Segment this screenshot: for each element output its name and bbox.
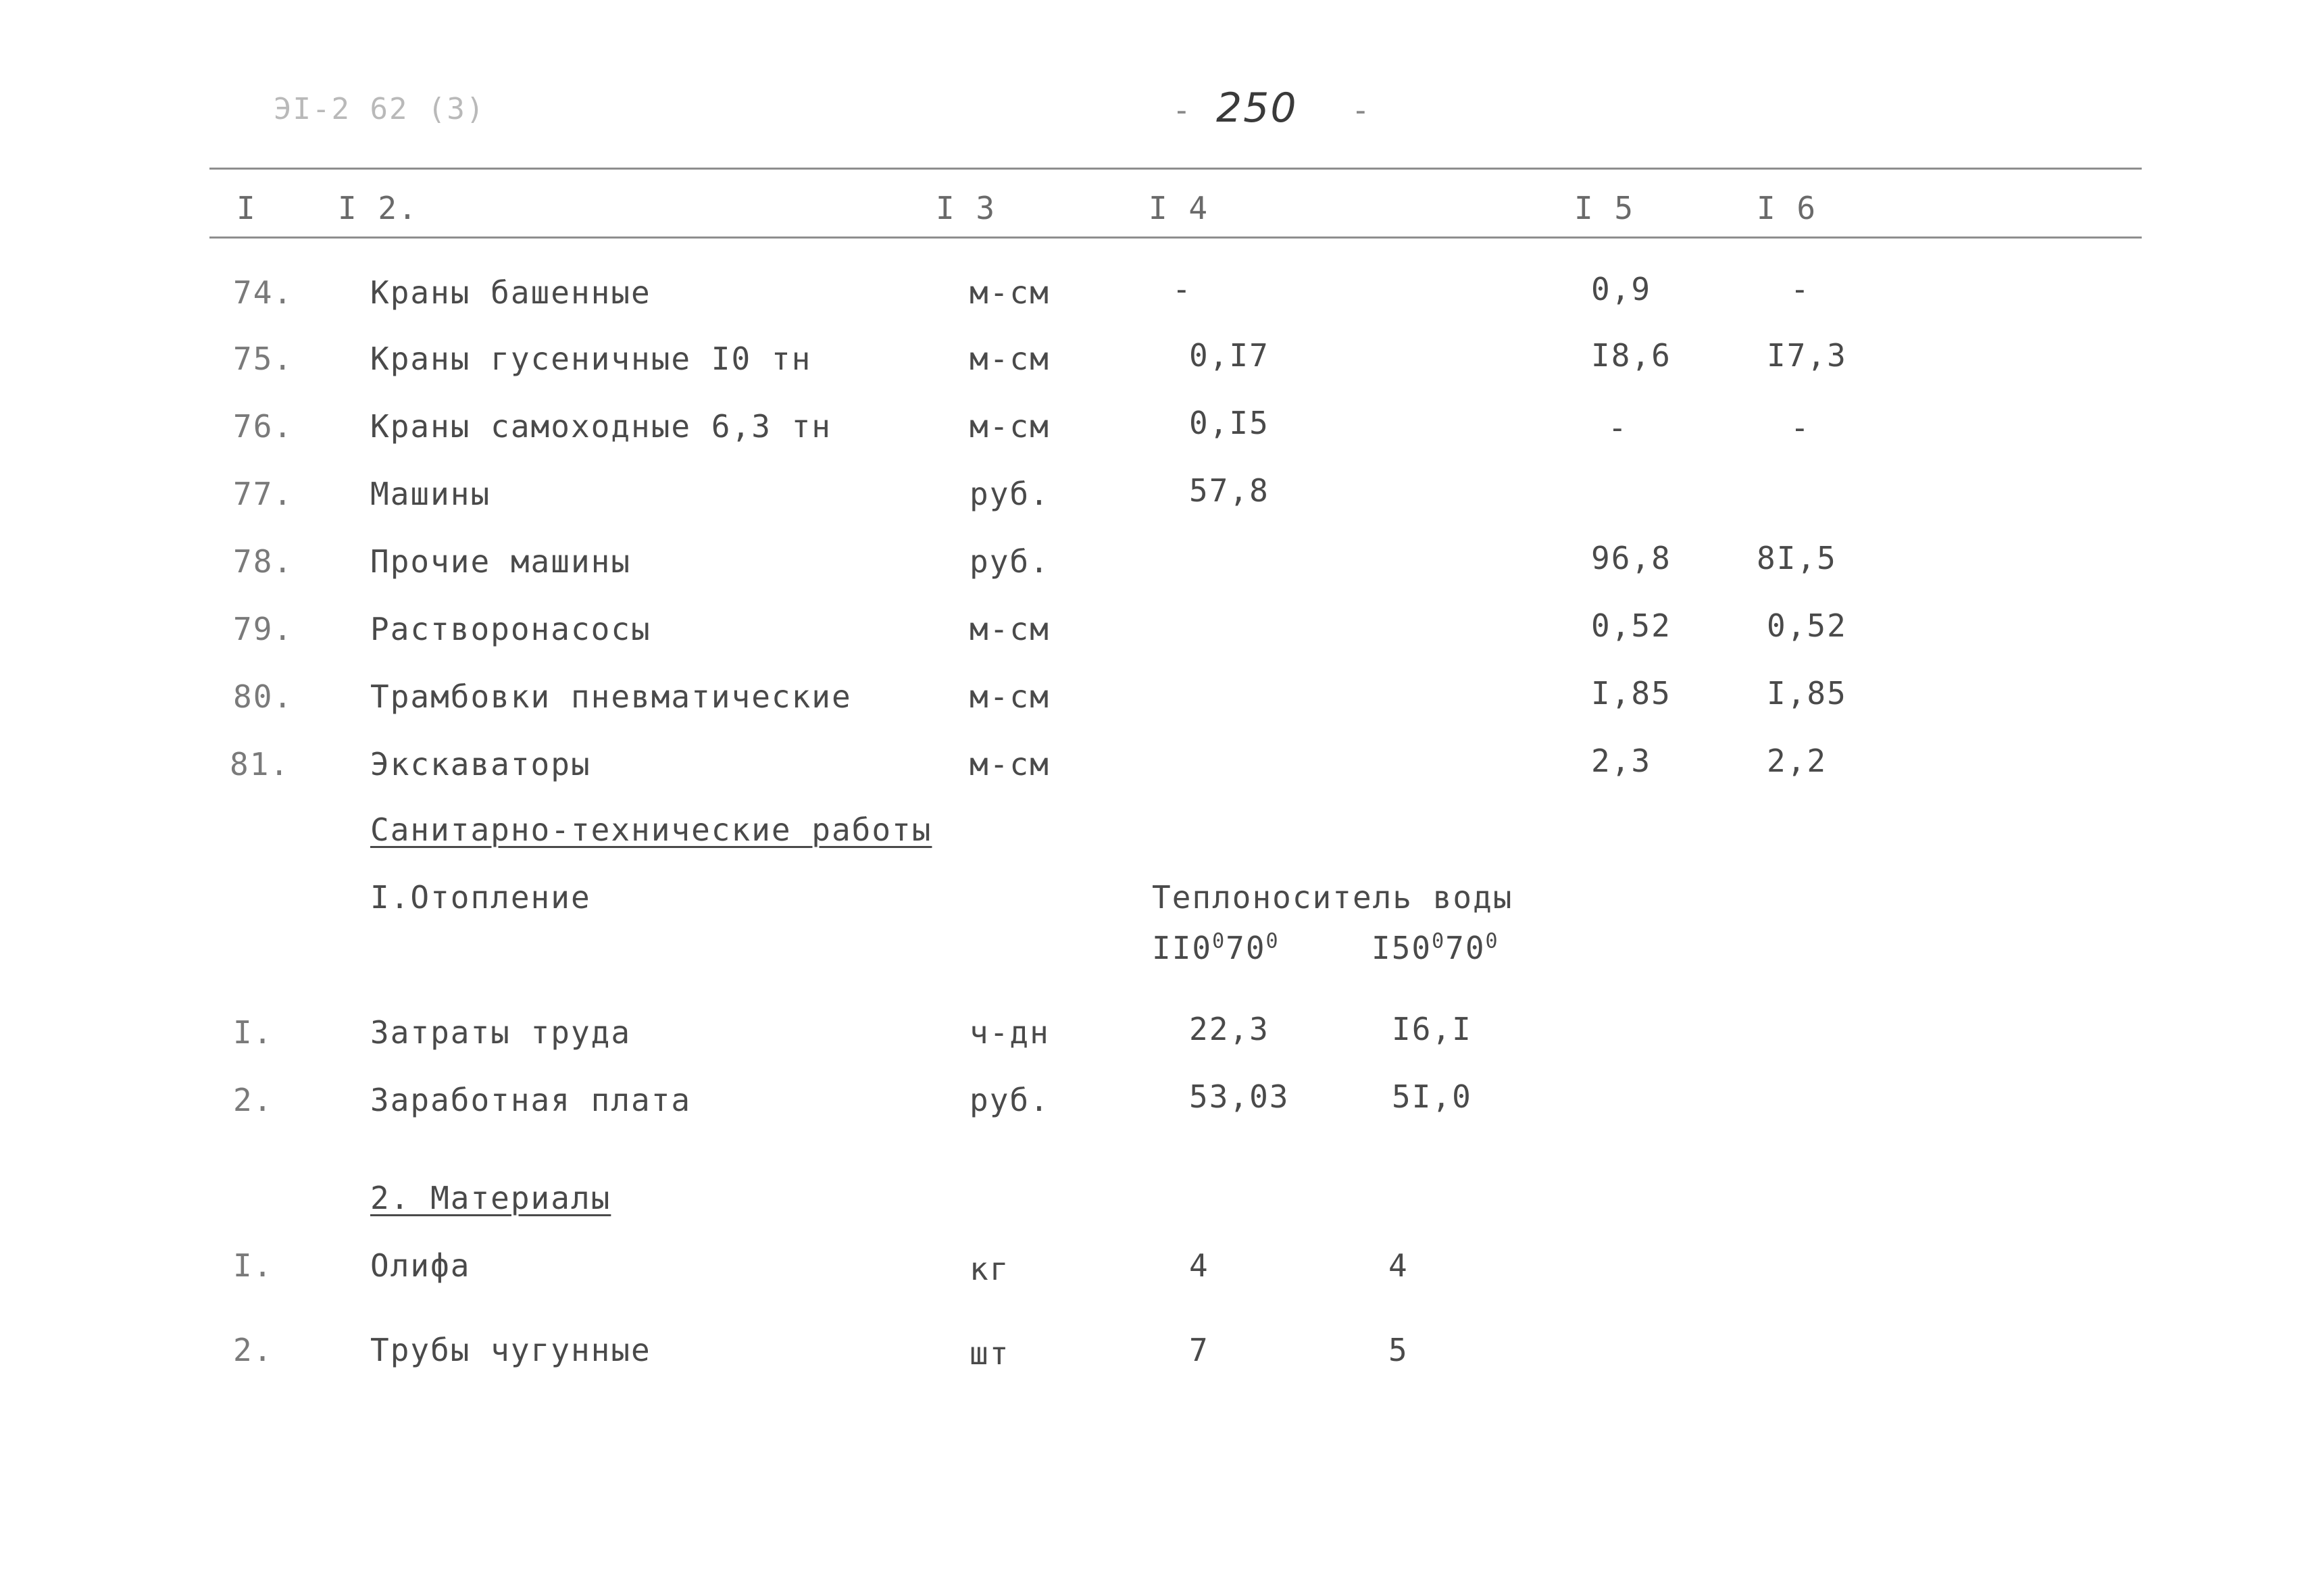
column-header-2: I 2. (338, 190, 418, 226)
row-name: Прочие машины (370, 543, 632, 580)
row-col4: 0,I7 (1189, 337, 1269, 374)
row-col-b: 5I,0 (1392, 1078, 1472, 1115)
column-header-6: I 6 (1757, 190, 1817, 226)
row-name: Затраты труда (370, 1014, 632, 1051)
row-col6: I,85 (1767, 675, 1847, 712)
row-name: Трамбовки пневматические (370, 678, 852, 715)
row-col6: - (1790, 271, 1811, 307)
document-code: ЭI-2 62 (3) (274, 92, 486, 126)
row-unit: руб. (970, 1082, 1050, 1118)
row-number: 76. (233, 408, 294, 445)
column-header-1: I (236, 190, 257, 226)
row-col-a: 22,3 (1189, 1011, 1269, 1047)
row-unit: м-см (970, 611, 1050, 647)
row-number: 74. (233, 274, 294, 311)
row-number: 78. (233, 543, 294, 580)
page-number-dash-left: - (1172, 92, 1192, 128)
row-col5: 2,3 (1591, 743, 1652, 779)
row-unit: руб. (970, 543, 1050, 580)
row-unit: м-см (970, 408, 1050, 445)
column-header-4: I 4 (1149, 190, 1209, 226)
row-col6: 2,2 (1767, 743, 1828, 779)
row-unit: м-см (970, 678, 1050, 715)
column-header-3: I 3 (936, 190, 997, 226)
row-unit: ч-дн (970, 1014, 1050, 1051)
column-header-5: I 5 (1574, 190, 1635, 226)
row-col-a: 53,03 (1189, 1078, 1290, 1115)
row-unit: кг (970, 1251, 1010, 1287)
row-name: Экскаваторы (370, 746, 591, 782)
row-col6: 8I,5 (1757, 540, 1837, 576)
table-rule-bottom (209, 236, 2142, 239)
row-unit: м-см (970, 746, 1050, 782)
page-number-dash-right: - (1351, 92, 1372, 128)
row-col5: 0,9 (1591, 271, 1652, 307)
coolant-label: Теплоноситель воды (1152, 879, 1513, 916)
coolant-temperature-b: $I50^070^0$ (1372, 929, 1499, 966)
row-col5: - (1608, 409, 1628, 446)
row-number: 81. (230, 746, 291, 782)
row-col-b: 4 (1388, 1247, 1409, 1284)
row-col5: 0,52 (1591, 607, 1671, 644)
row-col5: I8,6 (1591, 337, 1671, 374)
row-number: 77. (233, 476, 294, 512)
row-col6: 0,52 (1767, 607, 1847, 644)
row-number: 80. (233, 678, 294, 715)
row-number: 79. (233, 611, 294, 647)
row-number: 2. (233, 1082, 274, 1118)
row-col5: 96,8 (1591, 540, 1671, 576)
page-number: 250 (1216, 84, 1298, 132)
row-col6: - (1790, 409, 1811, 446)
row-col4: - (1172, 271, 1192, 307)
row-number: I. (233, 1014, 274, 1051)
row-name: Краны гусеничные I0 тн (370, 341, 812, 377)
subsection-heating: I.Отопление (370, 879, 591, 916)
row-unit: шт (970, 1335, 1010, 1372)
row-unit: руб. (970, 476, 1050, 512)
row-unit: м-см (970, 274, 1050, 311)
row-col-b: I6,I (1392, 1011, 1472, 1047)
row-col-a: 4 (1189, 1247, 1209, 1284)
row-name: Олифа (370, 1247, 471, 1284)
row-name: Растворонасосы (370, 611, 651, 647)
row-name: Краны башенные (370, 274, 651, 311)
row-name: Трубы чугунные (370, 1332, 651, 1368)
row-number: 75. (233, 341, 294, 377)
row-col4: 0,I5 (1189, 405, 1269, 441)
coolant-temperature-a: $II0^070^0$ (1152, 929, 1280, 966)
row-name: Краны самоходные 6,3 тн (370, 408, 832, 445)
row-col6: I7,3 (1767, 337, 1847, 374)
row-number: I. (233, 1247, 274, 1284)
row-name: Заработная плата (370, 1082, 692, 1118)
row-col-b: 5 (1388, 1332, 1409, 1368)
row-col5: I,85 (1591, 675, 1671, 712)
subsection-materials: 2. Материалы (370, 1180, 611, 1216)
row-unit: м-см (970, 341, 1050, 377)
table-rule-top (209, 168, 2142, 170)
row-col-a: 7 (1189, 1332, 1209, 1368)
section-title: Санитарно-технические работы (370, 812, 932, 848)
row-number: 2. (233, 1332, 274, 1368)
row-col4: 57,8 (1189, 472, 1269, 509)
row-name: Машины (370, 476, 491, 512)
